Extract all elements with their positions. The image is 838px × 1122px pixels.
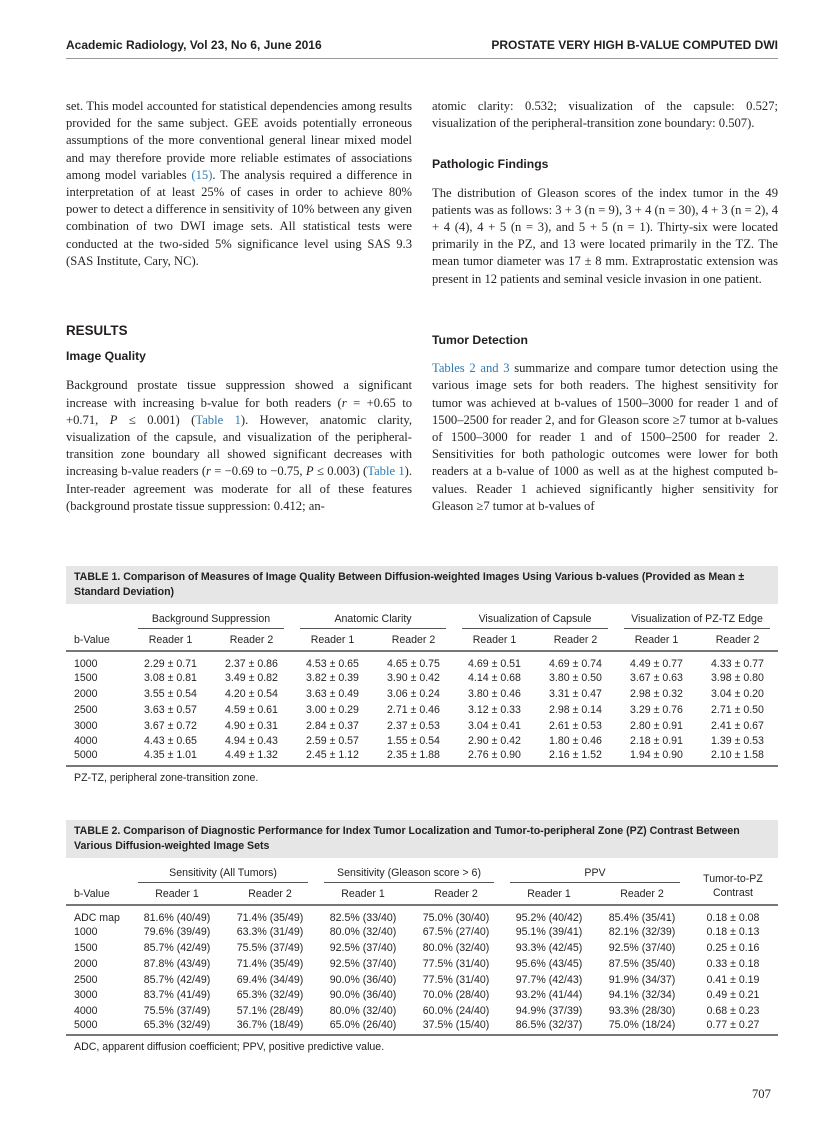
column-header: Reader 2 xyxy=(211,629,292,651)
column-group-header: PPV xyxy=(510,867,680,883)
table-cell: 3.49 ± 0.82 xyxy=(225,672,278,685)
table-cell: 2.37 ± 0.86 xyxy=(225,657,278,670)
table-row xyxy=(66,733,778,749)
table1-link[interactable]: Table 1 xyxy=(367,464,405,479)
table-cell: 2.71 ± 0.50 xyxy=(711,703,764,716)
table-cell: 3.63 ± 0.49 xyxy=(306,688,359,701)
table-2-body xyxy=(66,905,778,1035)
table-cell: 3.29 ± 0.76 xyxy=(630,703,683,716)
table-cell: 4.49 ± 1.32 xyxy=(225,749,278,762)
table-cell: 67.5% (27/40) xyxy=(422,926,490,939)
column-group-header: Sensitivity (All Tumors) xyxy=(138,867,308,883)
table-cell: 93.3% (28/30) xyxy=(608,1004,676,1017)
table-cell: 0.18 ± 0.08 xyxy=(706,911,760,924)
table-cell: 3.98 ± 0.80 xyxy=(711,672,764,685)
table-2-caption: TABLE 2. Comparison of Diagnostic Performance for Index Tumor Localization and Tumor-to-peripheral Zone (PZ) Contrast Between Various Diffusion-weighted Image Sets xyxy=(66,820,778,858)
table-2-grid xyxy=(66,858,778,1035)
journal-citation: Academic Radiology, Vol 23, No 6, June 2016 xyxy=(66,38,322,52)
results-heading: RESULTS xyxy=(66,323,128,338)
column-header: Reader 2 xyxy=(410,883,502,905)
table-cell: 87.5% (35/40) xyxy=(608,957,676,970)
table-cell: 0.33 ± 0.18 xyxy=(706,957,760,970)
column-header: Reader 1 xyxy=(292,629,373,651)
table-cell: 2.16 ± 1.52 xyxy=(549,749,602,762)
tumor-detection-heading: Tumor Detection xyxy=(432,333,528,347)
table-row xyxy=(66,749,778,765)
column-group-header: Visualization of PZ-TZ Edge xyxy=(624,613,770,629)
table-2-column-header xyxy=(66,883,778,905)
table-cell: 36.7% (18/49) xyxy=(236,1019,304,1032)
table-row xyxy=(66,1003,778,1019)
table-cell: 2.41 ± 0.67 xyxy=(711,719,764,732)
table-cell: 3.80 ± 0.50 xyxy=(549,672,602,685)
table-cell: 87.8% (43/49) xyxy=(143,957,211,970)
row-label: 2000 xyxy=(74,688,98,701)
methods-paragraph: set. This model accounted for statistical dependencies among results provided for the same subject. GEE avoids potentially erroneous assumptions of the more conventional general linear mixed model and may therefore provide more reliable estimates of associations among model variables (15). The analysis required a difference in interpretation of at least 25% of cases in order to achieve 80% power to detect a difference in sensitivity of 10% between any given combination of two DWI image sets. All statistical tests were conducted at the two-sided 5% significance level using SAS 9.3 (SAS Institute, Cary, NC). xyxy=(66,99,412,268)
table-cell: 4.65 ± 0.75 xyxy=(387,657,440,670)
table-cell: 95.6% (43/45) xyxy=(515,957,583,970)
table-cell: 83.7% (41/49) xyxy=(143,989,211,1002)
row-label: 1000 xyxy=(74,657,98,670)
column-header: b-Value xyxy=(66,883,130,905)
table-cell: 85.4% (35/41) xyxy=(608,911,676,924)
results-section xyxy=(66,322,412,515)
table-cell: 3.04 ± 0.20 xyxy=(711,688,764,701)
header-rule xyxy=(66,58,778,59)
table-row xyxy=(66,702,778,718)
table-row xyxy=(66,651,778,671)
table-cell: 3.08 ± 0.81 xyxy=(144,672,197,685)
table-cell: 4.94 ± 0.43 xyxy=(225,735,278,748)
row-label: 4000 xyxy=(74,735,98,748)
table-cell: 3.63 ± 0.57 xyxy=(144,703,197,716)
table-cell: 3.67 ± 0.72 xyxy=(144,719,197,732)
table-cell: 92.5% (37/40) xyxy=(608,942,676,955)
row-label: 1500 xyxy=(74,942,98,955)
table-cell: 75.0% (18/24) xyxy=(608,1019,676,1032)
table-row xyxy=(66,686,778,702)
table-row xyxy=(66,1019,778,1035)
table-cell: 3.67 ± 0.63 xyxy=(630,672,683,685)
table-2-footnote: ADC, apparent diffusion coefficient; PPV, positive predictive value. xyxy=(66,1034,778,1053)
table-cell: 75.5% (37/49) xyxy=(143,1004,211,1017)
table-row xyxy=(66,956,778,972)
table-cell: 77.5% (31/40) xyxy=(422,973,490,986)
row-label: 1000 xyxy=(74,926,98,939)
table-1-footnote: PZ-TZ, peripheral zone-transition zone. xyxy=(66,765,778,784)
running-title: PROSTATE VERY HIGH B-VALUE COMPUTED DWI xyxy=(491,38,778,52)
row-label: ADC map xyxy=(74,911,120,924)
row-label: 5000 xyxy=(74,749,98,762)
table-cell: 4.53 ± 0.65 xyxy=(306,657,359,670)
column-header: Reader 1 xyxy=(316,883,410,905)
table-cell: 82.5% (33/40) xyxy=(329,911,397,924)
image-quality-heading: Image Quality xyxy=(66,349,146,364)
table-cell: 4.69 ± 0.51 xyxy=(468,657,521,670)
table-cell: 0.41 ± 0.19 xyxy=(706,973,760,986)
table-cell: 3.04 ± 0.41 xyxy=(468,719,521,732)
table-cell: 94.9% (37/39) xyxy=(515,1004,583,1017)
table-cell: 85.7% (42/49) xyxy=(143,942,211,955)
column-header: Reader 2 xyxy=(535,629,616,651)
table-cell: 3.31 ± 0.47 xyxy=(549,688,602,701)
column-header: Reader 2 xyxy=(596,883,688,905)
table-cell: 65.3% (32/49) xyxy=(143,1019,211,1032)
row-label: 1500 xyxy=(74,672,98,685)
row-label: 3000 xyxy=(74,719,98,732)
table-cell: 75.0% (30/40) xyxy=(422,911,490,924)
table-cell: 63.3% (31/49) xyxy=(236,926,304,939)
table-cell: 0.18 ± 0.13 xyxy=(706,926,760,939)
table-cell: 85.7% (42/49) xyxy=(143,973,211,986)
table-cell: 4.20 ± 0.54 xyxy=(225,688,278,701)
row-label: 4000 xyxy=(74,1004,98,1017)
table-2-group-header xyxy=(66,858,778,883)
tumor-detection-paragraph: Tables 2 and 3 summarize and compare tumor detection using the various image sets for both readers. The highest sensitivity for tumor was achieved at b-values of 1500–3000 for reader 1 and of 1500–2500 for reader 2, and for Gleason score ≥7 tumor at b-values of 1500–3000 for reader 1 and of 1500–2500 for reader 2. Sensitivities for both pathologic outcomes were lower for both readers at a b-value of 1000 as well as at the highest computed b-values. Reader 1 achieved significantly higher sensitivity for Gleason ≥7 tumor at b-values of xyxy=(432,361,778,513)
table-cell: 95.2% (40/42) xyxy=(515,911,583,924)
table-cell: 2.71 ± 0.46 xyxy=(387,703,440,716)
table-cell: 2.10 ± 1.58 xyxy=(711,749,764,762)
table-cell: 2.45 ± 1.12 xyxy=(306,749,359,762)
table-cell: 90.0% (36/40) xyxy=(329,973,397,986)
table-cell: 4.43 ± 0.65 xyxy=(144,735,197,748)
table-cell: 0.25 ± 0.16 xyxy=(706,942,760,955)
table-cell: 4.69 ± 0.74 xyxy=(549,657,602,670)
table-cell: 60.0% (24/40) xyxy=(422,1004,490,1017)
table-cell: 71.4% (35/49) xyxy=(236,911,304,924)
table-cell: 0.49 ± 0.21 xyxy=(706,989,760,1002)
table-1-body xyxy=(66,651,778,765)
row-label: 2000 xyxy=(74,957,98,970)
table-cell: 97.7% (42/43) xyxy=(515,973,583,986)
table-cell: 80.0% (32/40) xyxy=(329,926,397,939)
column-header: Reader 2 xyxy=(697,629,778,651)
table-cell: 2.80 ± 0.91 xyxy=(630,719,683,732)
column-header: Reader 2 xyxy=(373,629,454,651)
table-cell: 81.6% (40/49) xyxy=(143,911,211,924)
table-1-group-header xyxy=(66,604,778,629)
table-cell: 37.5% (15/40) xyxy=(422,1019,490,1032)
column-group-header: Anatomic Clarity xyxy=(300,613,446,629)
pathologic-findings-heading: Pathologic Findings xyxy=(432,157,549,172)
table-cell: 1.94 ± 0.90 xyxy=(630,749,683,762)
table-row xyxy=(66,925,778,941)
table-cell: 3.82 ± 0.39 xyxy=(306,672,359,685)
table-cell: 4.59 ± 0.61 xyxy=(225,703,278,716)
tables-2-3-link[interactable]: Tables 2 and 3 xyxy=(432,361,510,376)
table-cell: 70.0% (28/40) xyxy=(422,989,490,1002)
left-column xyxy=(66,98,412,270)
table-cell: 2.59 ± 0.57 xyxy=(306,735,359,748)
table-2 xyxy=(66,820,778,1053)
running-head xyxy=(66,34,778,56)
table-cell: 2.98 ± 0.32 xyxy=(630,688,683,701)
table-cell: 93.2% (41/44) xyxy=(515,989,583,1002)
row-label: 2500 xyxy=(74,703,98,716)
table-cell: 69.4% (34/49) xyxy=(236,973,304,986)
table-row xyxy=(66,987,778,1003)
table-row xyxy=(66,940,778,956)
table-cell: 3.80 ± 0.46 xyxy=(468,688,521,701)
row-label: 5000 xyxy=(74,1019,98,1032)
pathologic-findings-paragraph: The distribution of Gleason scores of the index tumor in the 49 patients was as follows: 3 + 3 (n = 9), 3 + 4 (n = 30), 4 + 3 (n = 2), 4 + 4 (4), 4 + 5 (n = 3), and 5 + 5 (n = 1). Thirty-six were located primarily in the PZ, and 13 were located primarily in the TZ. The mean tumor diameter was 17 ± 8 mm. Extraprostatic extension was present in 12 patients and seminal vesicle invasion in one patient. xyxy=(432,185,778,286)
column-header: Reader 1 xyxy=(130,629,211,651)
table-cell: 2.35 ± 1.88 xyxy=(387,749,440,762)
table-cell: 2.90 ± 0.42 xyxy=(468,735,521,748)
column-header: Reader 1 xyxy=(616,629,697,651)
table-cell: 3.90 ± 0.42 xyxy=(387,672,440,685)
table-cell: 0.68 ± 0.23 xyxy=(706,1004,760,1017)
column-group-header: Sensitivity (Gleason score > 6) xyxy=(324,867,494,883)
table-cell: 2.37 ± 0.53 xyxy=(387,719,440,732)
table-row xyxy=(66,718,778,734)
table-row xyxy=(66,671,778,687)
table-cell: 3.06 ± 0.24 xyxy=(387,688,440,701)
table-cell: 86.5% (32/37) xyxy=(515,1019,583,1032)
contrast-column-header: Tumor-to-PZ Contrast xyxy=(688,858,778,905)
table-cell: 2.84 ± 0.37 xyxy=(306,719,359,732)
table-cell: 4.35 ± 1.01 xyxy=(144,749,197,762)
table-cell: 2.98 ± 0.14 xyxy=(549,703,602,716)
column-header: Reader 1 xyxy=(502,883,596,905)
table-cell: 93.3% (42/45) xyxy=(515,942,583,955)
column-group-header: Background Suppression xyxy=(138,613,284,629)
table-cell: 90.0% (36/40) xyxy=(329,989,397,1002)
table-row xyxy=(66,905,778,925)
table-cell: 2.76 ± 0.90 xyxy=(468,749,521,762)
table-cell: 65.3% (32/49) xyxy=(236,989,304,1002)
table-cell: 95.1% (39/41) xyxy=(515,926,583,939)
table-cell: 92.5% (37/40) xyxy=(329,957,397,970)
table-cell: 2.29 ± 0.71 xyxy=(144,657,197,670)
table-cell: 1.55 ± 0.54 xyxy=(387,735,440,748)
table-cell: 91.9% (34/37) xyxy=(608,973,676,986)
row-label: 2500 xyxy=(74,973,98,986)
page-number: 707 xyxy=(752,1087,771,1101)
table-cell: 77.5% (31/40) xyxy=(422,957,490,970)
table-cell: 3.55 ± 0.54 xyxy=(144,688,197,701)
table-cell: 92.5% (37/40) xyxy=(329,942,397,955)
table-1 xyxy=(66,566,778,784)
column-header: Reader 1 xyxy=(130,883,224,905)
table-cell: 65.0% (26/40) xyxy=(329,1019,397,1032)
table-cell: 2.61 ± 0.53 xyxy=(549,719,602,732)
table-cell: 57.1% (28/49) xyxy=(236,1004,304,1017)
reference-link-15[interactable]: (15) xyxy=(191,167,213,182)
table-cell: 80.0% (32/40) xyxy=(329,1004,397,1017)
column-group-header: Visualization of Capsule xyxy=(462,613,608,629)
table-cell: 2.18 ± 0.91 xyxy=(630,735,683,748)
table-cell: 79.6% (39/49) xyxy=(143,926,211,939)
column-header: Reader 1 xyxy=(454,629,535,651)
table-cell: 4.90 ± 0.31 xyxy=(225,719,278,732)
table-cell: 80.0% (32/40) xyxy=(422,942,490,955)
table-cell: 0.77 ± 0.27 xyxy=(706,1019,760,1032)
table-1-caption: TABLE 1. Comparison of Measures of Image Quality Between Diffusion-weighted Images Using Various b-values (Provided as Mean ± Standard Deviation) xyxy=(66,566,778,604)
table-cell: 1.39 ± 0.53 xyxy=(711,735,764,748)
table-cell: 82.1% (32/39) xyxy=(608,926,676,939)
table-cell: 71.4% (35/49) xyxy=(236,957,304,970)
table-cell: 3.12 ± 0.33 xyxy=(468,703,521,716)
table-cell: 94.1% (32/34) xyxy=(608,989,676,1002)
table-cell: 4.33 ± 0.77 xyxy=(711,657,764,670)
table-cell: 1.80 ± 0.46 xyxy=(549,735,602,748)
agreement-paragraph: atomic clarity: 0.532; visualization of the capsule: 0.527; visualization of the peripheral-transition zone boundary: 0.507). xyxy=(432,99,778,131)
image-quality-paragraph: Background prostate tissue suppression showed a significant increase with increasing b-value for both readers (r = +0.65 to +0.71, P ≤ 0.001) (Table 1). However, anatomic clarity, visualization of the capsule, and visualization of the peripheral-transition zone boundary all showed significant decreases with increasing b-value readers (r = −0.69 to −0.75, P ≤ 0.003) (Table 1). Inter-reader agreement was moderate for all of these features (background prostate tissue suppression: 0.412; an- xyxy=(66,378,413,513)
tumor-detection-section xyxy=(432,332,778,515)
table-1-column-header xyxy=(66,629,778,651)
column-header: Reader 2 xyxy=(224,883,316,905)
right-column xyxy=(432,98,778,288)
table-cell: 4.14 ± 0.68 xyxy=(468,672,521,685)
column-header: b-Value xyxy=(66,629,130,651)
row-label: 3000 xyxy=(74,989,98,1002)
table-row xyxy=(66,972,778,988)
table-cell: 3.00 ± 0.29 xyxy=(306,703,359,716)
table1-link[interactable]: Table 1 xyxy=(195,412,241,427)
table-cell: 75.5% (37/49) xyxy=(236,942,304,955)
table-1-grid xyxy=(66,604,778,765)
table-cell: 4.49 ± 0.77 xyxy=(630,657,683,670)
